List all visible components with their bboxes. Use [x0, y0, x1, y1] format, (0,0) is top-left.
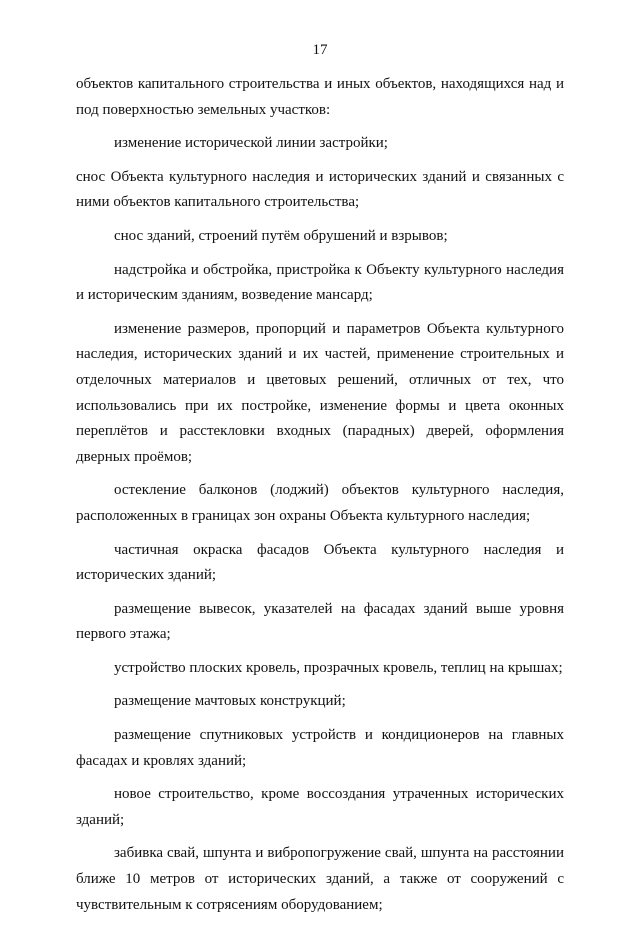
paragraph-4: снос зданий, строений путём обрушений и взрывов; [114, 227, 448, 244]
paragraph-2: изменение исторической линии застройки; [114, 135, 388, 152]
paragraph-14: забивка свай, шпунта и вибропогружение свай, шпунта на расстоянии ближе 10 метров от исторических зданий, а также от сооружений с чувствительным к сотрясениям оборудованием; [76, 845, 564, 913]
paragraph-5: надстройка и обстройка, пристройка к Объекту культурного наследия и историческим зданиям, возведение мансард; [76, 261, 564, 304]
paragraph-12: размещение спутниковых устройств и кондиционеров на главных фасадах и кровлях зданий; [76, 727, 564, 769]
paragraph-9: размещение вывесок, указателей на фасадах зданий выше уровня первого этажа; [76, 600, 564, 643]
paragraph-6: изменение размеров, пропорций и параметров Объекта культурного наследия, исторических зданий и их частей, применение строительных и отделочных материалов и цветовых решений, отличных от тех, что использовались при их постройке, изменение формы и цвета оконных переплётов и расстекловки входных (парадных) дверей, оформления дверных проёмов; [76, 320, 564, 465]
page-number: 17 [312, 42, 328, 58]
paragraph-13: новое строительство, кроме воссоздания утраченных исторических зданий; [76, 786, 564, 828]
paragraph-7: остекление балконов (лоджий) объектов культурного наследия, расположенных в границах зон охраны Объекта культурного наследия; [76, 482, 564, 524]
paragraph-10: устройство плоских кровель, прозрачных кровель, теплиц на крышах; [114, 659, 563, 676]
paragraph-1: объектов капитального строительства и иных объектов, находящихся над и под поверхностью земельных участков: [76, 76, 564, 118]
paragraph-11: размещение мачтовых конструкций; [114, 693, 346, 710]
paragraph-8: частичная окраска фасадов Объекта культурного наследия и исторических зданий; [76, 541, 564, 584]
paragraph-3: снос Объекта культурного наследия и исторических зданий и связанных с ними объектов капитального строительства; [76, 168, 564, 211]
document-page [76, 40, 564, 926]
